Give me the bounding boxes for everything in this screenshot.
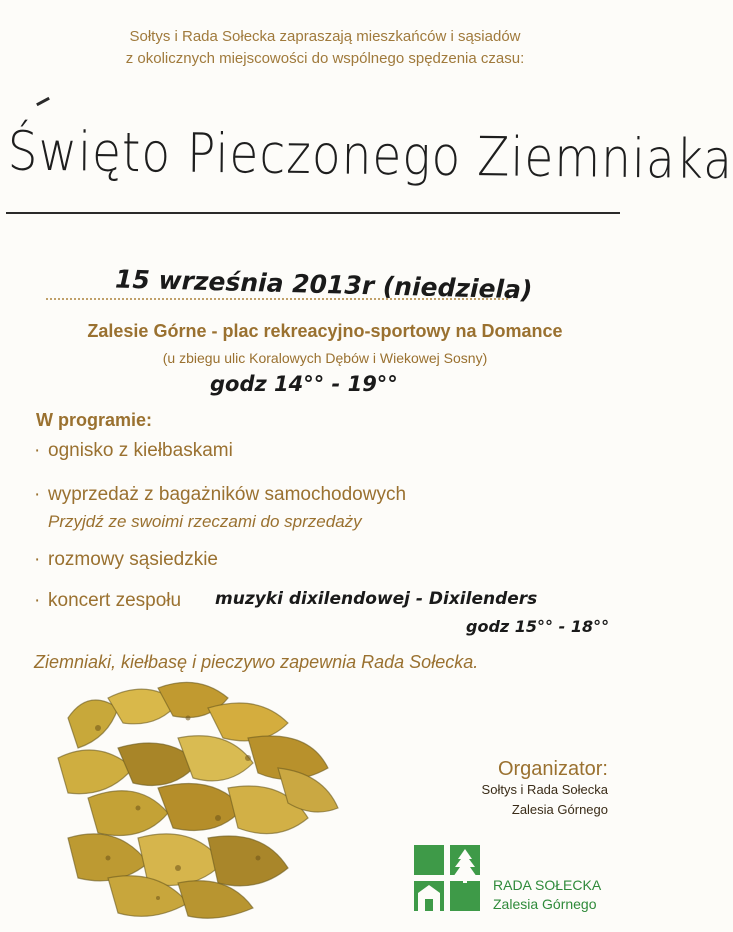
program-item-label: koncert zespołu (48, 590, 182, 611)
organizer-line-2: Zalesia Górnego (511, 802, 608, 817)
program-item-bonfire (34, 440, 233, 462)
organizer-heading: Organizator: (497, 758, 608, 780)
bullet: · (34, 590, 41, 611)
organizer-line-1: Sołtys i Rada Sołecka (481, 782, 608, 797)
venue-location: (u zbiegu ulic Koralowych Dębów i Wiekowej Sosny) (162, 350, 488, 366)
date-dotted-line (46, 298, 508, 300)
event-hours: godz 14°° - 19°° (210, 372, 398, 396)
provided-by-text: Ziemniaki, kiełbasę i pieczywo zapewnia Rada Sołecka. (34, 652, 479, 672)
program-item-concert (34, 590, 181, 612)
bullet: · (34, 484, 41, 505)
program-item-label: ognisko z kiełbaskami (48, 440, 233, 461)
bullet: · (34, 440, 41, 461)
program-item-neighbour-talks (34, 549, 218, 571)
program-item-car-boot-sale (34, 484, 406, 506)
event-date: 15 września 2013r (niedziela) (114, 264, 533, 305)
potato-peels-image (48, 678, 348, 923)
bullet: · (34, 549, 41, 570)
rada-solecka-logo (414, 845, 482, 913)
title-underline (6, 212, 620, 214)
title-accent-mark (36, 97, 50, 106)
venue-name: Zalesie Górne - plac rekreacyjno-sportowy na Domance (87, 321, 563, 341)
concert-band-handwritten: muzyki dixilendowej - Dixilenders (215, 589, 538, 609)
invitation-text (0, 26, 650, 70)
invitation-line-2: z okolicznych miejscowości do wspólnego spędzenia czasu: (125, 50, 525, 67)
program-heading: W programie: (36, 410, 153, 430)
logo-line-1: RADA SOŁECKA (493, 877, 602, 893)
logo-line-2: Zalesia Górnego (493, 896, 597, 912)
program-item-label: wyprzedaż z bagażników samochodowych (48, 484, 407, 505)
invitation-line-1: Sołtys i Rada Sołecka zapraszają mieszkańców i sąsiadów (129, 28, 521, 45)
program-item-label: rozmowy sąsiedzkie (48, 549, 218, 570)
program-item-note: Przyjdź ze swoimi rzeczami do sprzedaży (48, 512, 362, 531)
poster-title: Święto Pieczonego Ziemniaka (7, 120, 733, 192)
concert-hours: godz 15°° - 18°° (466, 617, 610, 636)
